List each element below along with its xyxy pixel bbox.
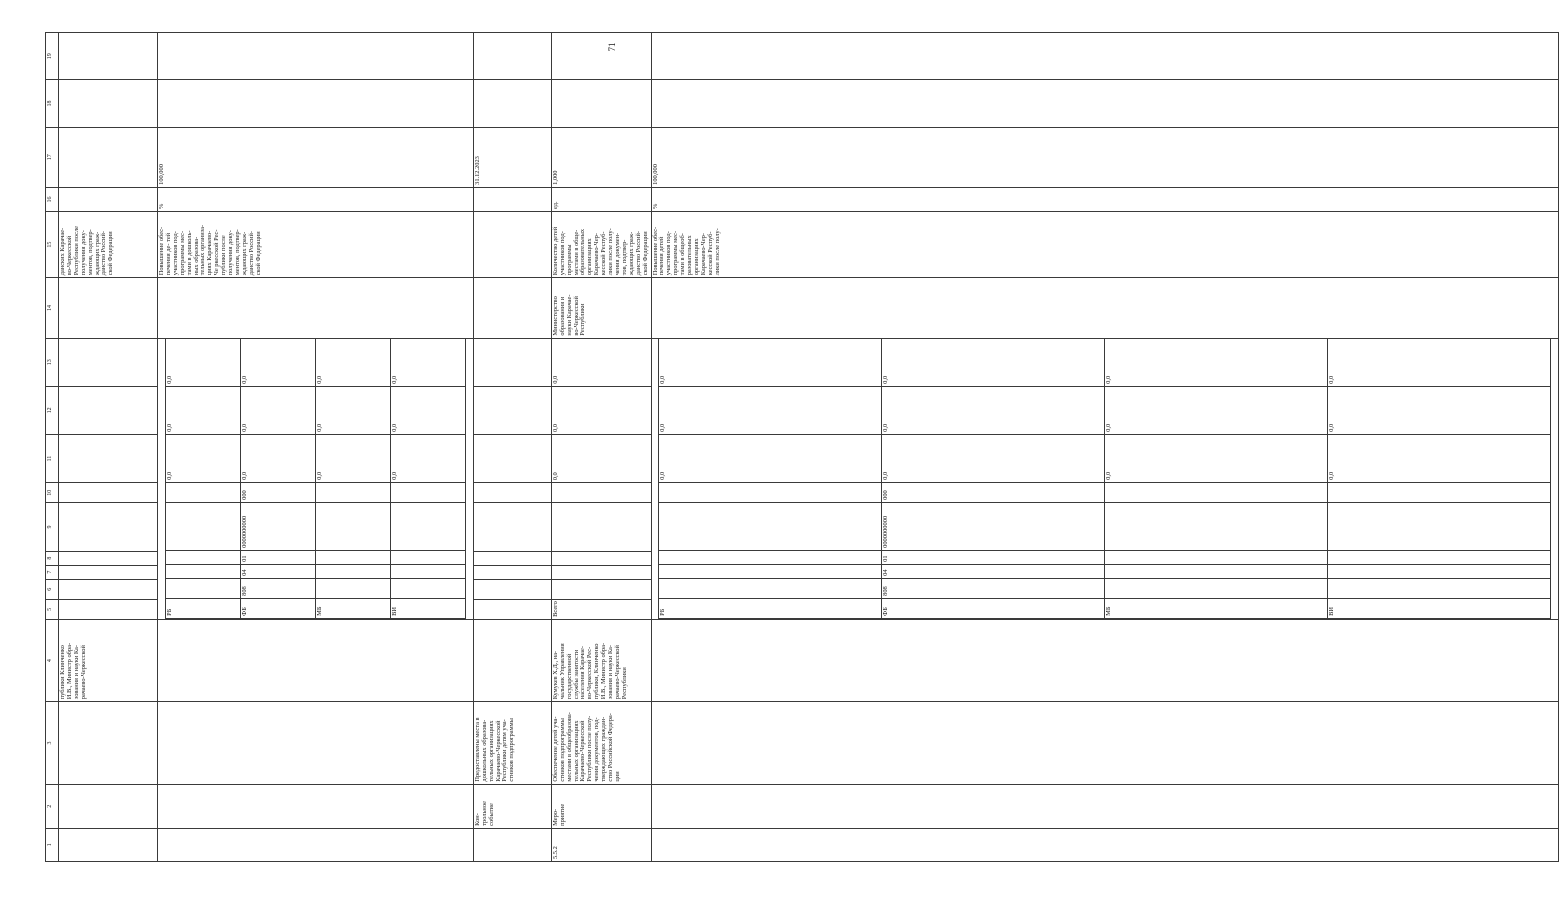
header-cell: 17 [46,127,59,187]
funding-row: МБ 0,0 0,0 0,0 [1105,338,1328,618]
funding-subtable-cell [158,338,474,619]
header-cell: 6 [46,579,59,599]
funding-subtable [165,338,466,619]
table-row [473,33,551,862]
table-row [59,33,158,862]
indicator-cell: Повышение обес- печения де- тей участников под- программы мес- тами в дошколь- ных образова- тельных организа- циях Карачаево- Че ркесской Рес- публики после получения доку- ментов, подтвер- ждающих граж- данство Россий- ской Федерации [158,211,474,277]
funding-row: ВИ 0,0 0,0 0,0 [1328,338,1551,618]
source-cell: Всего [551,599,651,619]
table-row [651,33,1559,862]
header-cell: 1 [46,828,59,861]
row-type-cell: Кон- трольное событие [473,784,551,828]
value-cell: 100,000 [158,127,474,187]
header-cell: 10 [46,483,59,503]
header-cell: 11 [46,435,59,483]
header-cell: 2 [46,784,59,828]
header-cell: 18 [46,80,59,127]
unit-cell: ед. [551,187,651,211]
description-cell: Предоставлены места в дошкольных образова- тельных организациях Карачаево-Черкесской Республики детям уча- стников подпрограммы [473,702,551,784]
funding-subtable-cell [651,338,1559,619]
unit-cell: % [651,187,1559,211]
funding-row: ФБ 808 04 01 0000000000 000 0,0 0,0 0,0 [882,338,1105,618]
budget-table [45,32,1559,862]
header-cell: 15 [46,211,59,277]
header-cell: 14 [46,278,59,338]
row-number-cell: 5.5.2 [551,828,651,861]
table-row [158,33,474,862]
header-cell: 16 [46,187,59,211]
funding-subtable [658,338,1551,619]
funding-row: РБ 0,0 0,0 0,0 [165,338,240,618]
indicator-cell: Количество детей участников под- программы местами в обще- образовательных организациях Карачаево-Чер- кесской Респуб- лики после полу- чения докумен- тов, подтвер- ждающих граж- данство Россий- ской Федерации [551,211,651,277]
unit-cell: % [158,187,474,211]
funding-row: РБ 0,0 0,0 0,0 [659,338,882,618]
value-cell: 1,000 [551,127,651,187]
row-type-cell: Меро- приятие [551,784,651,828]
header-row [46,33,59,862]
date-cell: 31.12.2023 [473,127,551,187]
page-number: 71 [607,42,617,52]
header-cell: 8 [46,551,59,565]
responsible-cell: Кумукев Х.Д., на- чальник Управления государственной службы занятости населения Карачае- во-Черкесской Рес- публики, Клинченко И.В., Министр обра- зования и науки Ка- рачаево-Черкесской Республики [551,619,651,701]
funding-row: МБ 0,0 0,0 0,0 [315,338,390,618]
executor-cell: Министерство образования и науки Карачае- во-Черкесской Республики [551,278,651,338]
indicator-cell: данских Карачае- во-Черкесской Республики после получения доку- ментов, подтвер- ждающих граж- данство Россий- ской Федерации [59,211,158,277]
header-cell: 5 [46,599,59,619]
description-cell: Обеспечение детей уча- стников подпрограммы местами в общеобразова- тельных организациях Карачаево-Черкесской Республики после полу- чения документов, под- тверждающих граждан- ство Российской Федера- ции [551,702,651,784]
header-cell: 7 [46,565,59,579]
rotated-table-area [45,32,1336,862]
table-row [551,33,651,862]
header-cell: 13 [46,338,59,386]
indicator-cell: Повышение обес- печения детей участников под- программы мес- тами в общеоб- разовательных организациях Карачаево-Чер- кесской Респуб- лики после полу- [651,211,1559,277]
amount-cell: 0,0 [551,338,651,386]
responsible-cell: публики Клинченко И.В., Министр обра- зования и науки Ка- рачаево-Черкесской [59,619,158,701]
funding-row: ВИ 0,0 0,0 0,0 [390,338,465,618]
header-cell: 3 [46,702,59,784]
header-cell: 4 [46,619,59,701]
amount-cell: 0,0 [551,386,651,434]
amount-cell: 0,0 [551,435,651,483]
value-cell: 100,000 [651,127,1559,187]
header-cell: 19 [46,33,59,80]
header-cell: 12 [46,386,59,434]
header-cell: 9 [46,503,59,551]
funding-row: ФБ 808 04 01 0000000000 000 0,0 0,0 0,0 [240,338,315,618]
